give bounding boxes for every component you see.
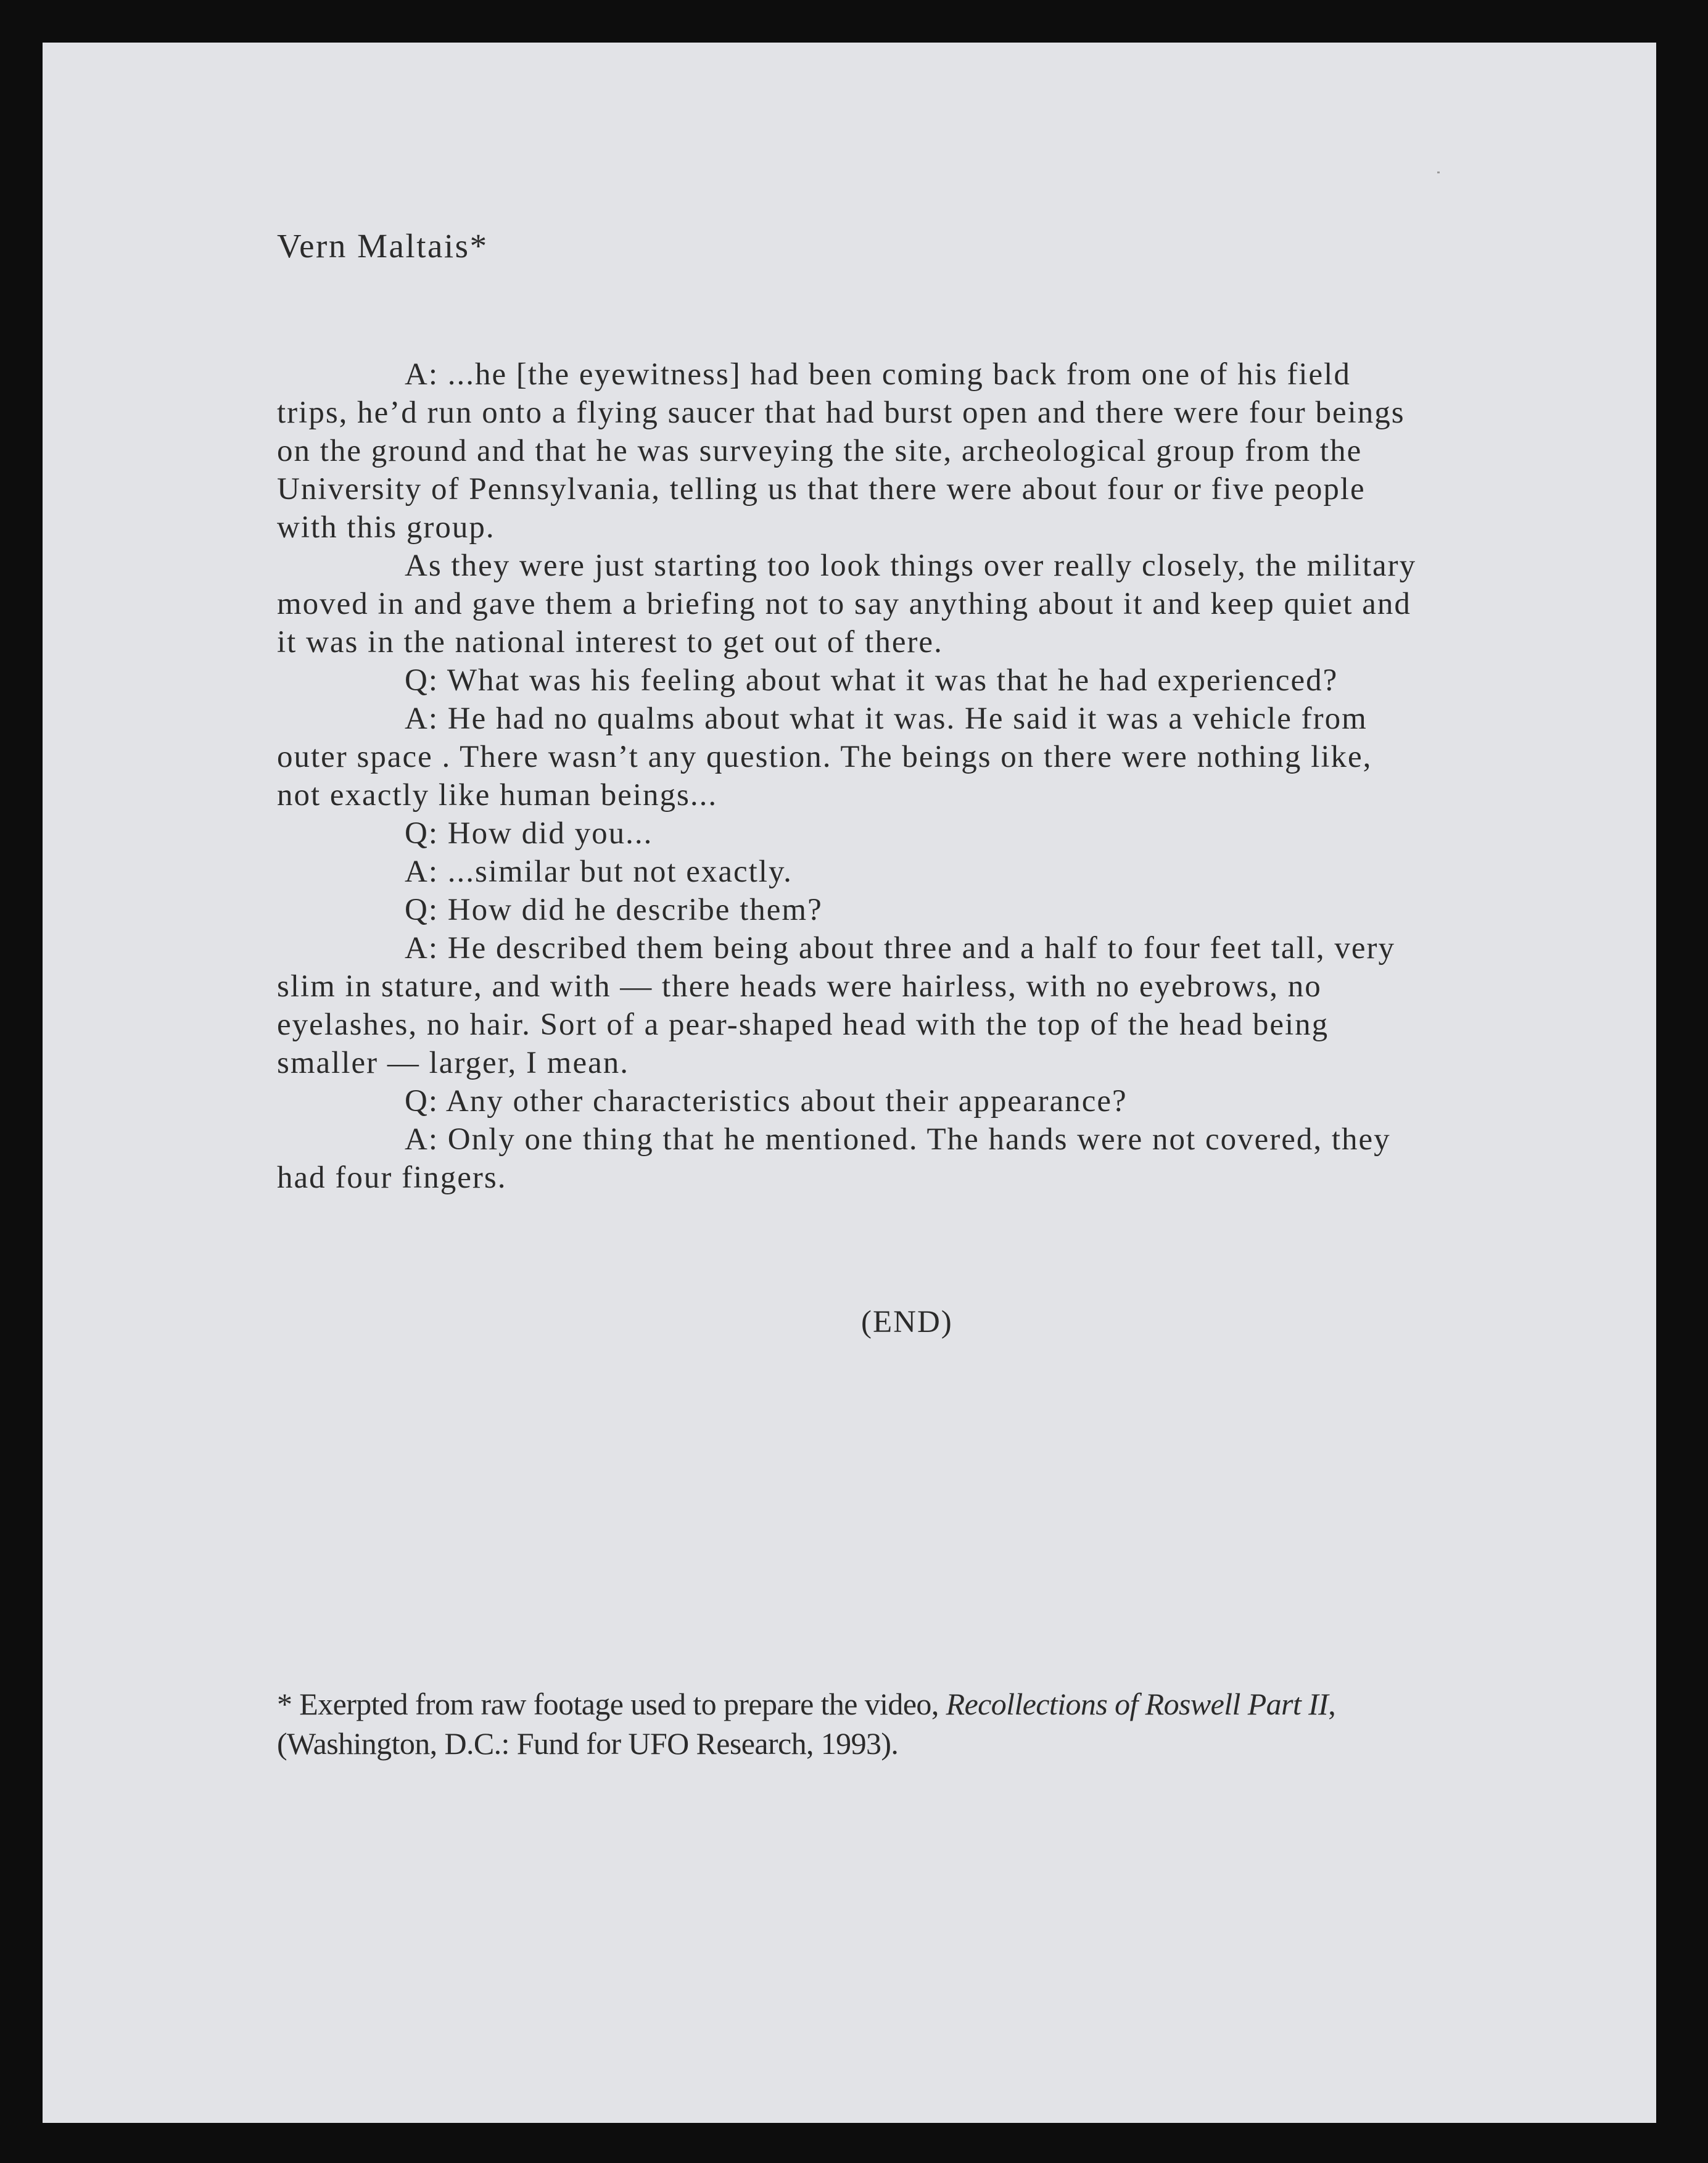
transcript-paragraph: Q: What was his feeling about what it was that he had experienced? [405, 663, 1339, 698]
footnote-prefix: * Exerpted from raw footage used to prepare the video, [277, 1687, 946, 1721]
page-title: Vern Maltais* [277, 227, 489, 265]
footnote [277, 1684, 1424, 1763]
transcript-paragraph: Q: Any other characteristics about their appearance? [405, 1084, 1128, 1119]
transcript-paragraph: A: ...he [the eyewitness] had been coming back from one of his field trips, he’d run onto a flying saucer that had burst open and there were four beings on the ground and that he was surveying the site, archeological group from the University of Pennsylvania, telling us that there were about four or five people with this group. [277, 357, 1405, 545]
footnote-suffix: , (Washington, D.C.: Fund for UFO Research, 1993). [277, 1687, 1336, 1761]
transcript-paragraph: As they were just starting too look things over really closely, the military moved in and gave them a briefing not to say anything about it and keep quiet and it was in the national interest to get out of there. [277, 548, 1417, 660]
scan-speck [1437, 172, 1440, 173]
transcript-paragraph: Q: How did he describe them? [405, 893, 823, 927]
end-marker: (END) [861, 1305, 953, 1339]
transcript-paragraph: A: He described them being about three and a half to four feet tall, very slim in stature, and with — there heads were hairless, with no eyebrows, no eyelashes, no hair. Sort of a pear-shaped head with the top of the head being smaller — larger, I mean. [277, 931, 1396, 1080]
transcript-paragraph: A: ...similar but not exactly. [405, 854, 793, 889]
transcript-paragraph: A: Only one thing that he mentioned. The hands were not covered, they had four fingers. [277, 1122, 1391, 1195]
transcript-body [277, 355, 1424, 1197]
transcript-paragraph: Q: How did you... [405, 816, 653, 851]
transcript-paragraph: A: He had no qualms about what it was. He said it was a vehicle from outer space . There wasn’t any question. The beings on there were nothing like, not exactly like human beings... [277, 701, 1372, 813]
footnote-video-title: Recollections of Roswell Part II [946, 1687, 1329, 1721]
